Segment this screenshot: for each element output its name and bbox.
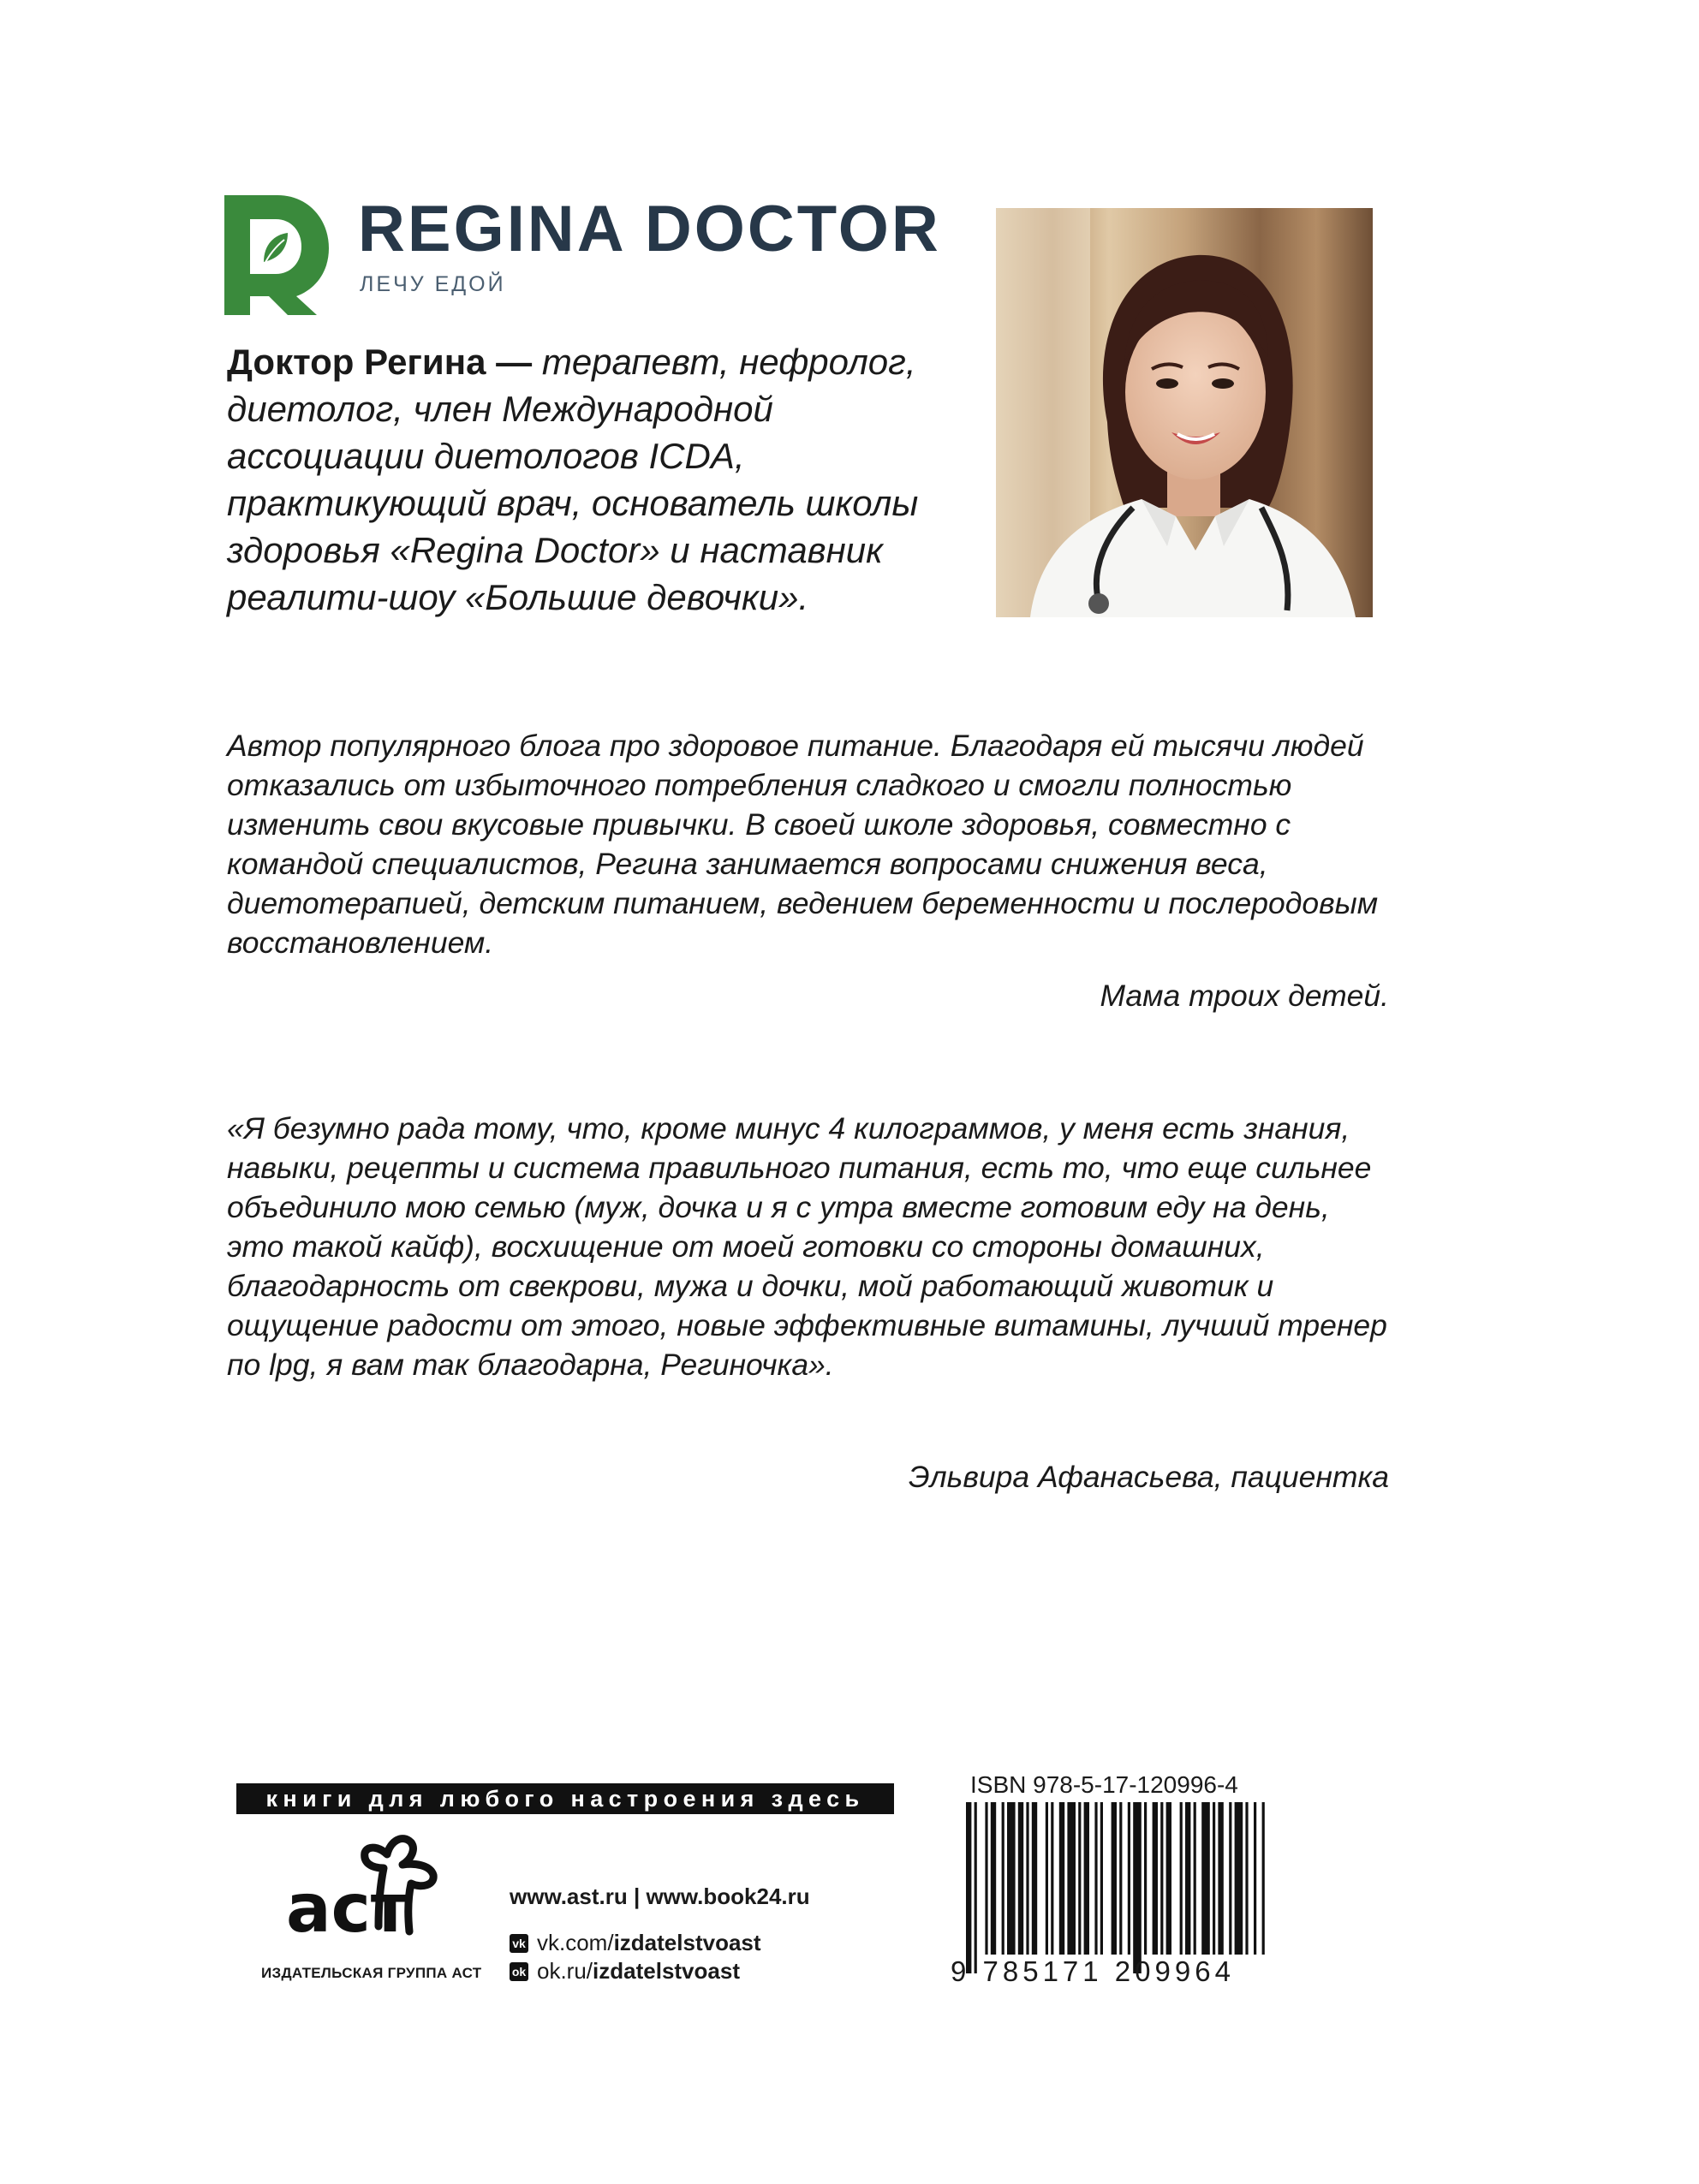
barcode-bar — [1133, 1802, 1142, 1973]
barcode-bar — [1084, 1802, 1089, 1955]
barcode-bar — [1218, 1802, 1223, 1955]
barcode-bar — [1128, 1802, 1130, 1955]
barcode-bar — [1194, 1802, 1196, 1955]
ok-prefix: ok.ru/ — [537, 1958, 593, 1984]
barcode-bar — [991, 1802, 996, 1955]
barcode-bar — [1002, 1802, 1004, 1955]
barcode-bar — [975, 1802, 977, 1973]
barcode-bar — [1112, 1802, 1117, 1955]
barcode-bar — [966, 1802, 971, 1973]
barcode-bar — [1235, 1802, 1243, 1955]
author-portrait-photo — [996, 208, 1373, 617]
barcode-bar — [1160, 1802, 1163, 1955]
barcode-bar — [1254, 1802, 1256, 1955]
barcode-bar — [1144, 1802, 1147, 1955]
barcode-bar — [1245, 1802, 1248, 1955]
barcode-bar — [1018, 1802, 1023, 1955]
publisher-caption: ИЗДАТЕЛЬСКАЯ ГРУППА АСТ — [261, 1965, 482, 1981]
ast-publisher-logo — [283, 1830, 445, 1950]
vk-icon: vk — [510, 1934, 528, 1953]
social-vk-link[interactable] — [510, 1930, 761, 1956]
barcode-bar — [1100, 1802, 1103, 1955]
barcode-bar — [1166, 1802, 1171, 1955]
publisher-banner: книги для любого настроения здесь — [236, 1783, 894, 1814]
ast-logo-text: аст — [286, 1871, 410, 1948]
vk-handle: izdatelstvoast — [613, 1930, 761, 1955]
isbn-label: ISBN 978-5-17-120996-4 — [970, 1771, 1238, 1798]
vk-prefix: vk.com/ — [537, 1930, 614, 1955]
testimonial-quote: «Я безумно рада тому, что, кроме минус 4 килограммов, у меня есть знания, навыки, рецепты и система правильного питания, есть то, что еще сильнее объединило мою семью (муж, дочка и я с утра вместе готовим еду на день, это такой кайф), восхищение от моей готовки со стороны домашних, благодарность от свекрови, мужа и дочки, мой работающий животик и ощущение радости от этого, новые эффективные витамины, лучший тренер по lpg, я вам так благодарна, Региночка». — [227, 1111, 1387, 1382]
publisher-websites[interactable]: www.ast.ru | www.book24.ru — [510, 1883, 810, 1909]
barcode-bar — [1262, 1802, 1265, 1955]
barcode-bar — [1094, 1802, 1097, 1955]
barcode-bar — [1229, 1802, 1231, 1955]
barcode-bar — [1059, 1802, 1064, 1955]
barcode-bar — [1051, 1802, 1053, 1955]
barcode-digits: 9 785171 209964 — [951, 1955, 1235, 1987]
bio-dash: — — [486, 342, 542, 382]
about-signature: Мама троих детей. — [1100, 979, 1389, 1013]
author-description: терапевт, нефролог, диетолог, член Международной ассоциации диетологов ICDA, практикующий врач, основатель школы здоровья «Regina Doctor» и наставник реалити-шоу «Большие девочки». — [227, 342, 919, 617]
social-ok-link[interactable] — [510, 1958, 740, 1985]
author-bio — [227, 338, 963, 621]
barcode-bar — [1067, 1802, 1076, 1955]
barcode-bar — [1119, 1802, 1122, 1955]
barcode-bar — [1185, 1802, 1190, 1955]
barcode-bar — [1007, 1802, 1016, 1955]
barcode-bar — [1026, 1802, 1028, 1955]
barcode-bar — [1153, 1802, 1158, 1955]
testimonial-author: Эльвира Афанасьева, пациентка — [909, 1460, 1389, 1494]
barcode-bar — [1046, 1802, 1048, 1955]
ok-handle: izdatelstvoast — [593, 1958, 740, 1984]
isbn-barcode — [966, 1802, 1266, 1973]
barcode-bar — [1213, 1802, 1215, 1955]
barcode-bar — [1078, 1802, 1081, 1955]
barcode-bar — [1201, 1802, 1210, 1955]
author-name: Доктор Регина — [227, 342, 486, 382]
brand-tagline: ЛЕЧУ ЕДОЙ — [360, 272, 506, 296]
brand-title: REGINA DOCTOR — [358, 193, 941, 265]
ok-icon: ok — [510, 1962, 528, 1981]
regina-doctor-logo-icon — [224, 195, 329, 315]
about-author-paragraph: Автор популярного блога про здоровое питание. Благодаря ей тысячи людей отказались от избыточного потребления сладкого и смогли полностью изменить свои вкусовые привычки. В своей школе здоровья, совместно с командой специалистов, Регина занимается вопросами снижения веса, диетотерапией, детским питанием, ведением беременности и послеродовым восстановлением. — [227, 729, 1379, 960]
barcode-bar — [985, 1802, 987, 1955]
barcode-bar — [1180, 1802, 1183, 1955]
barcode-bar — [1032, 1802, 1037, 1955]
